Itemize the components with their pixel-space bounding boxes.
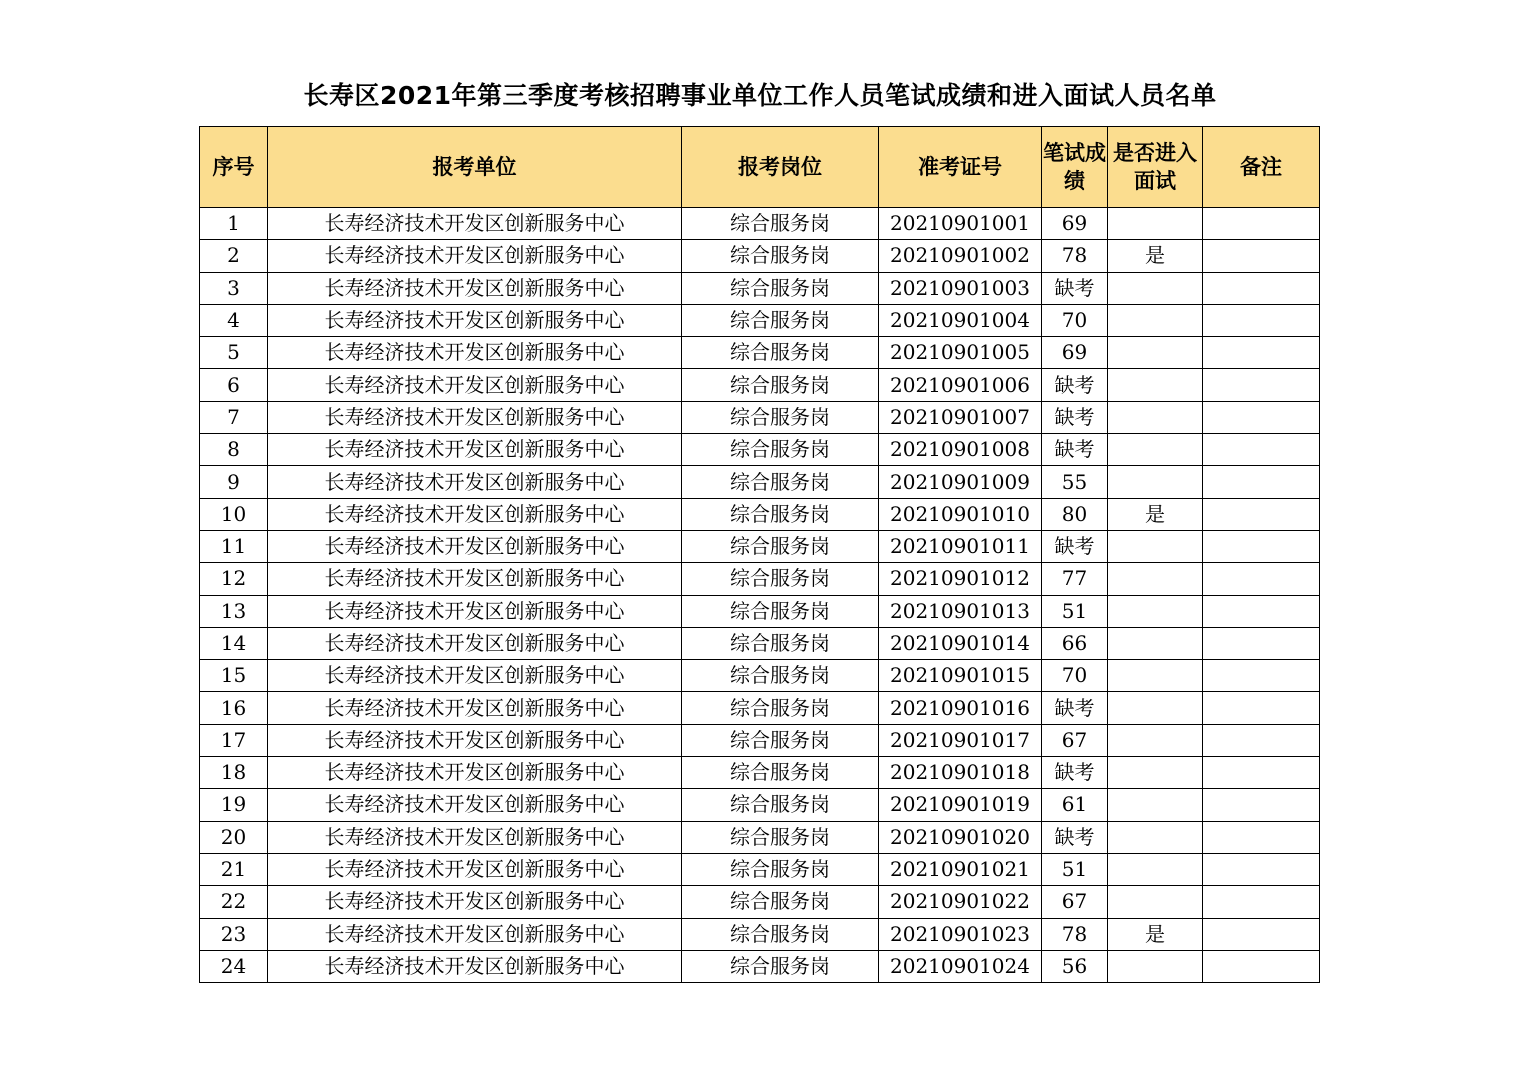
cell-score: 缺考 — [1042, 530, 1108, 562]
table-row — [200, 853, 1320, 885]
table-row — [200, 369, 1320, 401]
cell-score: 80 — [1042, 498, 1108, 530]
table-row — [200, 757, 1320, 789]
cell-unit: 长寿经济技术开发区创新服务中心 — [268, 337, 682, 369]
cell-seq: 3 — [200, 272, 268, 304]
cell-post: 综合服务岗 — [682, 240, 879, 272]
cell-seq: 6 — [200, 369, 268, 401]
cell-post: 综合服务岗 — [682, 886, 879, 918]
cell-seq: 24 — [200, 950, 268, 982]
cell-interview — [1108, 401, 1203, 433]
cell-seq: 22 — [200, 886, 268, 918]
table-row — [200, 401, 1320, 433]
header-row — [200, 127, 1320, 208]
cell-post: 综合服务岗 — [682, 498, 879, 530]
cell-remark — [1203, 304, 1320, 336]
cell-score: 70 — [1042, 660, 1108, 692]
cell-score: 66 — [1042, 627, 1108, 659]
cell-exam-no: 20210901019 — [879, 789, 1042, 821]
cell-exam-no: 20210901007 — [879, 401, 1042, 433]
cell-unit: 长寿经济技术开发区创新服务中心 — [268, 369, 682, 401]
table-row — [200, 724, 1320, 756]
cell-remark — [1203, 401, 1320, 433]
header-unit: 报考单位 — [268, 127, 682, 208]
cell-score: 78 — [1042, 240, 1108, 272]
cell-interview — [1108, 272, 1203, 304]
cell-remark — [1203, 466, 1320, 498]
cell-interview — [1108, 692, 1203, 724]
cell-unit: 长寿经济技术开发区创新服务中心 — [268, 821, 682, 853]
table-body — [200, 208, 1320, 983]
cell-unit: 长寿经济技术开发区创新服务中心 — [268, 272, 682, 304]
cell-remark — [1203, 918, 1320, 950]
cell-exam-no: 20210901022 — [879, 886, 1042, 918]
cell-score: 缺考 — [1042, 369, 1108, 401]
cell-unit: 长寿经济技术开发区创新服务中心 — [268, 434, 682, 466]
cell-post: 综合服务岗 — [682, 660, 879, 692]
table-row — [200, 304, 1320, 336]
cell-post: 综合服务岗 — [682, 369, 879, 401]
cell-unit: 长寿经济技术开发区创新服务中心 — [268, 692, 682, 724]
table-row — [200, 563, 1320, 595]
cell-interview — [1108, 530, 1203, 562]
cell-score: 67 — [1042, 886, 1108, 918]
table-row — [200, 595, 1320, 627]
table-row — [200, 498, 1320, 530]
cell-seq: 4 — [200, 304, 268, 336]
cell-post: 综合服务岗 — [682, 208, 879, 240]
header-remark: 备注 — [1203, 127, 1320, 208]
cell-remark — [1203, 886, 1320, 918]
cell-remark — [1203, 853, 1320, 885]
cell-unit: 长寿经济技术开发区创新服务中心 — [268, 595, 682, 627]
cell-score: 51 — [1042, 595, 1108, 627]
table-row — [200, 434, 1320, 466]
cell-unit: 长寿经济技术开发区创新服务中心 — [268, 918, 682, 950]
cell-seq: 17 — [200, 724, 268, 756]
cell-exam-no: 20210901002 — [879, 240, 1042, 272]
cell-exam-no: 20210901014 — [879, 627, 1042, 659]
cell-seq: 5 — [200, 337, 268, 369]
cell-unit: 长寿经济技术开发区创新服务中心 — [268, 724, 682, 756]
cell-remark — [1203, 660, 1320, 692]
cell-seq: 18 — [200, 757, 268, 789]
cell-interview — [1108, 595, 1203, 627]
cell-seq: 2 — [200, 240, 268, 272]
cell-interview: 是 — [1108, 498, 1203, 530]
cell-remark — [1203, 337, 1320, 369]
cell-seq: 8 — [200, 434, 268, 466]
cell-remark — [1203, 434, 1320, 466]
cell-seq: 14 — [200, 627, 268, 659]
cell-interview — [1108, 627, 1203, 659]
header-seq: 序号 — [200, 127, 268, 208]
cell-post: 综合服务岗 — [682, 401, 879, 433]
cell-score: 51 — [1042, 853, 1108, 885]
cell-exam-no: 20210901020 — [879, 821, 1042, 853]
table-row — [200, 789, 1320, 821]
cell-unit: 长寿经济技术开发区创新服务中心 — [268, 757, 682, 789]
cell-score: 77 — [1042, 563, 1108, 595]
cell-interview — [1108, 724, 1203, 756]
cell-seq: 16 — [200, 692, 268, 724]
cell-seq: 15 — [200, 660, 268, 692]
cell-interview — [1108, 886, 1203, 918]
cell-exam-no: 20210901010 — [879, 498, 1042, 530]
cell-exam-no: 20210901004 — [879, 304, 1042, 336]
cell-unit: 长寿经济技术开发区创新服务中心 — [268, 660, 682, 692]
cell-unit: 长寿经济技术开发区创新服务中心 — [268, 563, 682, 595]
table-row — [200, 627, 1320, 659]
cell-unit: 长寿经济技术开发区创新服务中心 — [268, 950, 682, 982]
cell-post: 综合服务岗 — [682, 853, 879, 885]
cell-post: 综合服务岗 — [682, 627, 879, 659]
table-row — [200, 660, 1320, 692]
cell-interview — [1108, 466, 1203, 498]
cell-score: 缺考 — [1042, 401, 1108, 433]
cell-seq: 13 — [200, 595, 268, 627]
cell-exam-no: 20210901016 — [879, 692, 1042, 724]
cell-interview — [1108, 434, 1203, 466]
cell-post: 综合服务岗 — [682, 789, 879, 821]
cell-post: 综合服务岗 — [682, 918, 879, 950]
cell-exam-no: 20210901003 — [879, 272, 1042, 304]
cell-post: 综合服务岗 — [682, 595, 879, 627]
cell-interview — [1108, 757, 1203, 789]
cell-interview: 是 — [1108, 240, 1203, 272]
cell-score: 70 — [1042, 304, 1108, 336]
cell-unit: 长寿经济技术开发区创新服务中心 — [268, 530, 682, 562]
cell-exam-no: 20210901008 — [879, 434, 1042, 466]
table-header — [200, 127, 1320, 208]
cell-seq: 23 — [200, 918, 268, 950]
cell-post: 综合服务岗 — [682, 337, 879, 369]
cell-remark — [1203, 498, 1320, 530]
cell-remark — [1203, 821, 1320, 853]
table-row — [200, 950, 1320, 982]
cell-remark — [1203, 563, 1320, 595]
cell-remark — [1203, 369, 1320, 401]
cell-exam-no: 20210901017 — [879, 724, 1042, 756]
cell-score: 69 — [1042, 208, 1108, 240]
cell-seq: 19 — [200, 789, 268, 821]
header-post: 报考岗位 — [682, 127, 879, 208]
table-row — [200, 466, 1320, 498]
table-row — [200, 240, 1320, 272]
cell-post: 综合服务岗 — [682, 724, 879, 756]
cell-unit: 长寿经济技术开发区创新服务中心 — [268, 208, 682, 240]
cell-exam-no: 20210901005 — [879, 337, 1042, 369]
cell-unit: 长寿经济技术开发区创新服务中心 — [268, 401, 682, 433]
cell-score: 56 — [1042, 950, 1108, 982]
cell-unit: 长寿经济技术开发区创新服务中心 — [268, 498, 682, 530]
table-row — [200, 337, 1320, 369]
cell-post: 综合服务岗 — [682, 304, 879, 336]
cell-seq: 21 — [200, 853, 268, 885]
cell-score: 缺考 — [1042, 692, 1108, 724]
cell-score: 61 — [1042, 789, 1108, 821]
cell-post: 综合服务岗 — [682, 434, 879, 466]
cell-remark — [1203, 757, 1320, 789]
cell-exam-no: 20210901013 — [879, 595, 1042, 627]
cell-post: 综合服务岗 — [682, 950, 879, 982]
cell-remark — [1203, 724, 1320, 756]
cell-remark — [1203, 950, 1320, 982]
cell-remark — [1203, 627, 1320, 659]
table-row — [200, 692, 1320, 724]
cell-score: 67 — [1042, 724, 1108, 756]
cell-exam-no: 20210901015 — [879, 660, 1042, 692]
cell-score: 缺考 — [1042, 434, 1108, 466]
cell-score: 78 — [1042, 918, 1108, 950]
cell-exam-no: 20210901018 — [879, 757, 1042, 789]
header-interview: 是否进入面试 — [1108, 127, 1203, 208]
cell-interview — [1108, 304, 1203, 336]
cell-unit: 长寿经济技术开发区创新服务中心 — [268, 466, 682, 498]
table-row — [200, 272, 1320, 304]
cell-post: 综合服务岗 — [682, 821, 879, 853]
cell-score: 缺考 — [1042, 821, 1108, 853]
cell-seq: 20 — [200, 821, 268, 853]
cell-score: 缺考 — [1042, 272, 1108, 304]
cell-post: 综合服务岗 — [682, 466, 879, 498]
cell-remark — [1203, 789, 1320, 821]
cell-exam-no: 20210901006 — [879, 369, 1042, 401]
cell-unit: 长寿经济技术开发区创新服务中心 — [268, 789, 682, 821]
table-row — [200, 918, 1320, 950]
cell-post: 综合服务岗 — [682, 272, 879, 304]
header-score: 笔试成绩 — [1042, 127, 1108, 208]
results-table — [199, 126, 1320, 983]
cell-interview — [1108, 337, 1203, 369]
cell-seq: 12 — [200, 563, 268, 595]
cell-post: 综合服务岗 — [682, 563, 879, 595]
cell-remark — [1203, 208, 1320, 240]
table-row — [200, 208, 1320, 240]
cell-interview — [1108, 660, 1203, 692]
cell-exam-no: 20210901001 — [879, 208, 1042, 240]
cell-interview — [1108, 950, 1203, 982]
header-exam-no: 准考证号 — [879, 127, 1042, 208]
cell-exam-no: 20210901009 — [879, 466, 1042, 498]
cell-seq: 11 — [200, 530, 268, 562]
cell-interview: 是 — [1108, 918, 1203, 950]
cell-exam-no: 20210901011 — [879, 530, 1042, 562]
cell-interview — [1108, 208, 1203, 240]
cell-score: 69 — [1042, 337, 1108, 369]
cell-seq: 10 — [200, 498, 268, 530]
cell-remark — [1203, 240, 1320, 272]
cell-unit: 长寿经济技术开发区创新服务中心 — [268, 304, 682, 336]
cell-exam-no: 20210901021 — [879, 853, 1042, 885]
cell-interview — [1108, 821, 1203, 853]
cell-remark — [1203, 272, 1320, 304]
cell-post: 综合服务岗 — [682, 530, 879, 562]
table-row — [200, 886, 1320, 918]
cell-interview — [1108, 563, 1203, 595]
cell-score: 55 — [1042, 466, 1108, 498]
cell-interview — [1108, 789, 1203, 821]
cell-exam-no: 20210901012 — [879, 563, 1042, 595]
cell-exam-no: 20210901024 — [879, 950, 1042, 982]
cell-seq: 7 — [200, 401, 268, 433]
cell-unit: 长寿经济技术开发区创新服务中心 — [268, 627, 682, 659]
document-title: 长寿区2021年第三季度考核招聘事业单位工作人员笔试成绩和进入面试人员名单 — [303, 81, 1217, 110]
cell-seq: 9 — [200, 466, 268, 498]
cell-post: 综合服务岗 — [682, 757, 879, 789]
cell-unit: 长寿经济技术开发区创新服务中心 — [268, 853, 682, 885]
cell-interview — [1108, 369, 1203, 401]
cell-post: 综合服务岗 — [682, 692, 879, 724]
cell-exam-no: 20210901023 — [879, 918, 1042, 950]
cell-score: 缺考 — [1042, 757, 1108, 789]
cell-remark — [1203, 595, 1320, 627]
cell-remark — [1203, 530, 1320, 562]
cell-unit: 长寿经济技术开发区创新服务中心 — [268, 240, 682, 272]
table-row — [200, 821, 1320, 853]
cell-remark — [1203, 692, 1320, 724]
cell-unit: 长寿经济技术开发区创新服务中心 — [268, 886, 682, 918]
table-row — [200, 530, 1320, 562]
cell-interview — [1108, 853, 1203, 885]
cell-seq: 1 — [200, 208, 268, 240]
